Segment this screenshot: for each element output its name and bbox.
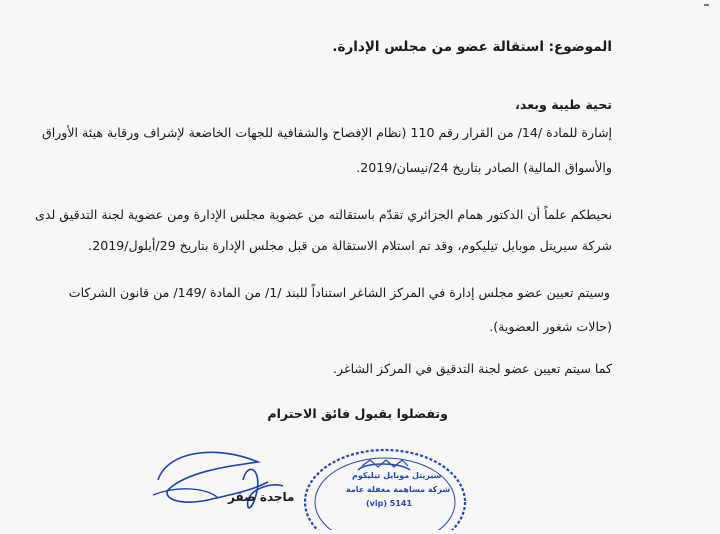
paragraph-3-line-1: وسيتم تعيين عضو مجلس إدارة في المركز الشاغر استناداً للبند /1/ من المادة /149/ من قانون الشركات [68, 285, 610, 300]
closing-line: وتفضلوا بقبول فائق الاحترام [267, 406, 448, 421]
stamp-line-1: سيريتل موبايل تيليكوم [352, 471, 442, 480]
greeting: تحية طيبة وبعد، [515, 97, 612, 112]
company-stamp [300, 440, 470, 530]
stamp-line-3: 5141 (vip) [366, 499, 413, 508]
scan-speck [704, 4, 709, 6]
paragraph-3-line-2: (حالات شغور العضوية). [489, 319, 612, 334]
handwritten-signature [148, 440, 288, 520]
paragraph-2-line-2: شركة سيريتل موبايل تيليكوم، وقد تم استلام الاستقالة من قبل مجلس الإدارة بتاريخ 29/أيلول/2019. [88, 238, 612, 253]
paragraph-1-line-1: إشارة للمادة /14/ من القرار رقم 110 (نظام الإفصاح والشفافية للجهات الخاضعة لإشراف ورقابة هيئة الأوراق [41, 125, 612, 140]
stamp-line-2: شركة مساهمة مغفلة عامة [346, 485, 451, 494]
subject-line: الموضوع: استقالة عضو من مجلس الإدارة. [332, 39, 612, 55]
signer-name: ماجدة صقر [228, 490, 295, 504]
paragraph-4: كما سيتم تعيين عضو لجنة التدقيق في المركز الشاغر. [333, 361, 612, 376]
paragraph-1-line-2: والأسواق المالية) الصادر بتاريخ 24/نيسان/2019. [356, 160, 612, 175]
paragraph-2-line-1: نحيطكم علماً أن الدكتور همام الجزائري تقدّم باستقالته من عضوية مجلس الإدارة ومن عضوية لجنة التدقيق لدى [35, 207, 612, 222]
